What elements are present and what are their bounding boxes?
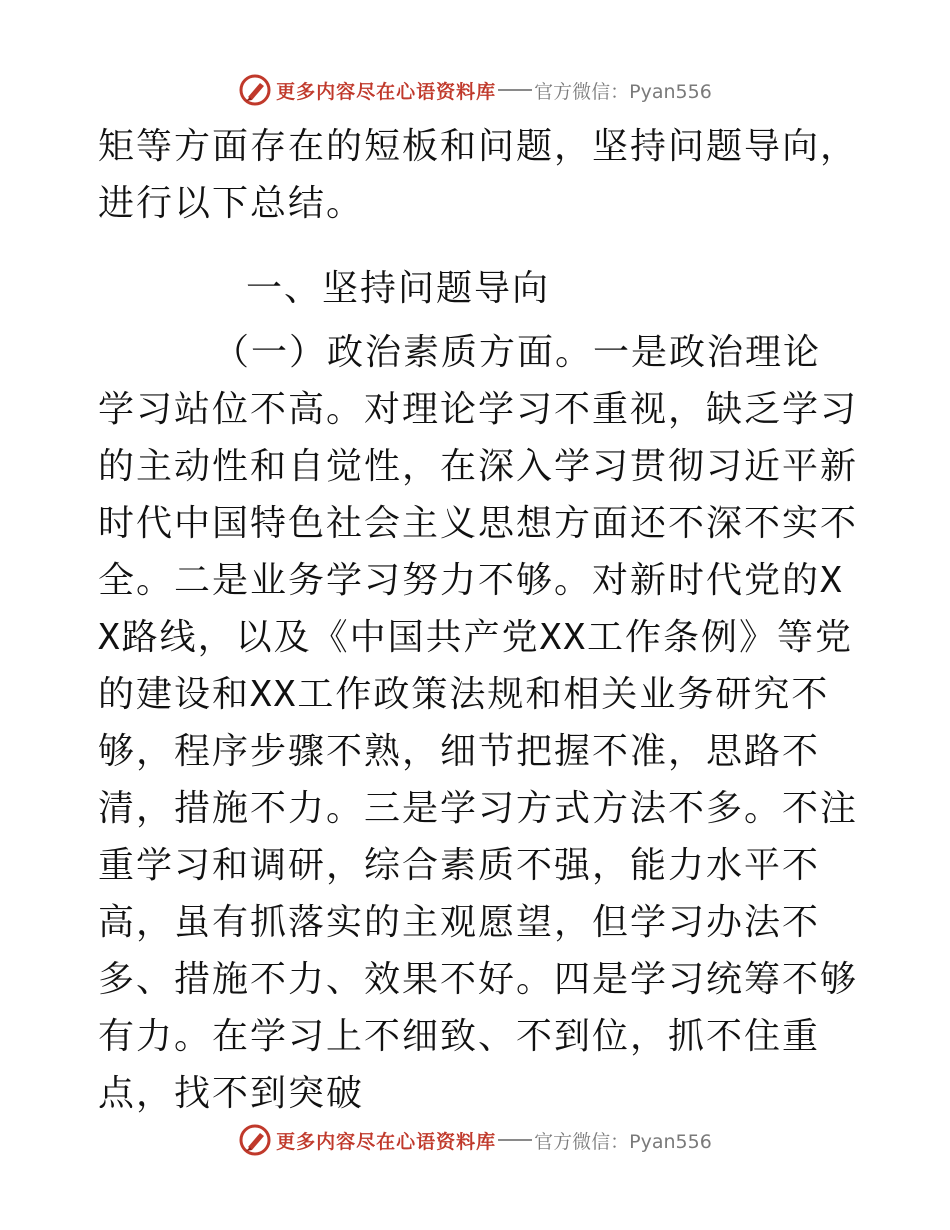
header-banner-dash [498, 89, 532, 91]
footer-banner-wechat-text: 官方微信：Pyan556 [534, 1130, 712, 1153]
red-circle-pen-logo-icon [238, 1123, 272, 1157]
document-body [98, 118, 858, 1122]
footer-banner-red-text: 更多内容尽在心语资料库 [276, 1130, 497, 1153]
footer-banner [0, 1120, 950, 1160]
header-banner-red-text: 更多内容尽在心语资料库 [276, 80, 497, 103]
section-heading: 一、坚持问题导向 [246, 268, 551, 309]
body-paragraph: （一）政治素质方面。一是政治理论学习站位不高。对理论学习不重视，缺乏学习的主动性和自觉性，在深入学习贯彻习近平新时代中国特色社会主义思想方面还不深不实不全。二是业务学习努力不够。对新时代党的XX路线，以及《中国共产党XX工作条例》等党的建设和XX工作政策法规和相关业务研究不够，程序步骤不熟，细节把握不准，思路不清，措施不力。三是学习方式方法不多。不注重学习和调研，综合素质不强，能力水平不高，虽有抓落实的主观愿望，但学习办法不多、措施不力、效果不好。四是学习统筹不够有力。在学习上不细致、不到位，抓不住重点，找不到突破 [98, 332, 859, 1114]
red-circle-pen-logo-icon [238, 73, 272, 107]
header-banner [0, 70, 950, 110]
footer-banner-dash [498, 1139, 532, 1141]
header-banner-wechat-text: 官方微信：Pyan556 [534, 80, 712, 103]
intro-paragraph: 矩等方面存在的短板和问题，坚持问题导向，进行以下总结。 [98, 126, 859, 224]
